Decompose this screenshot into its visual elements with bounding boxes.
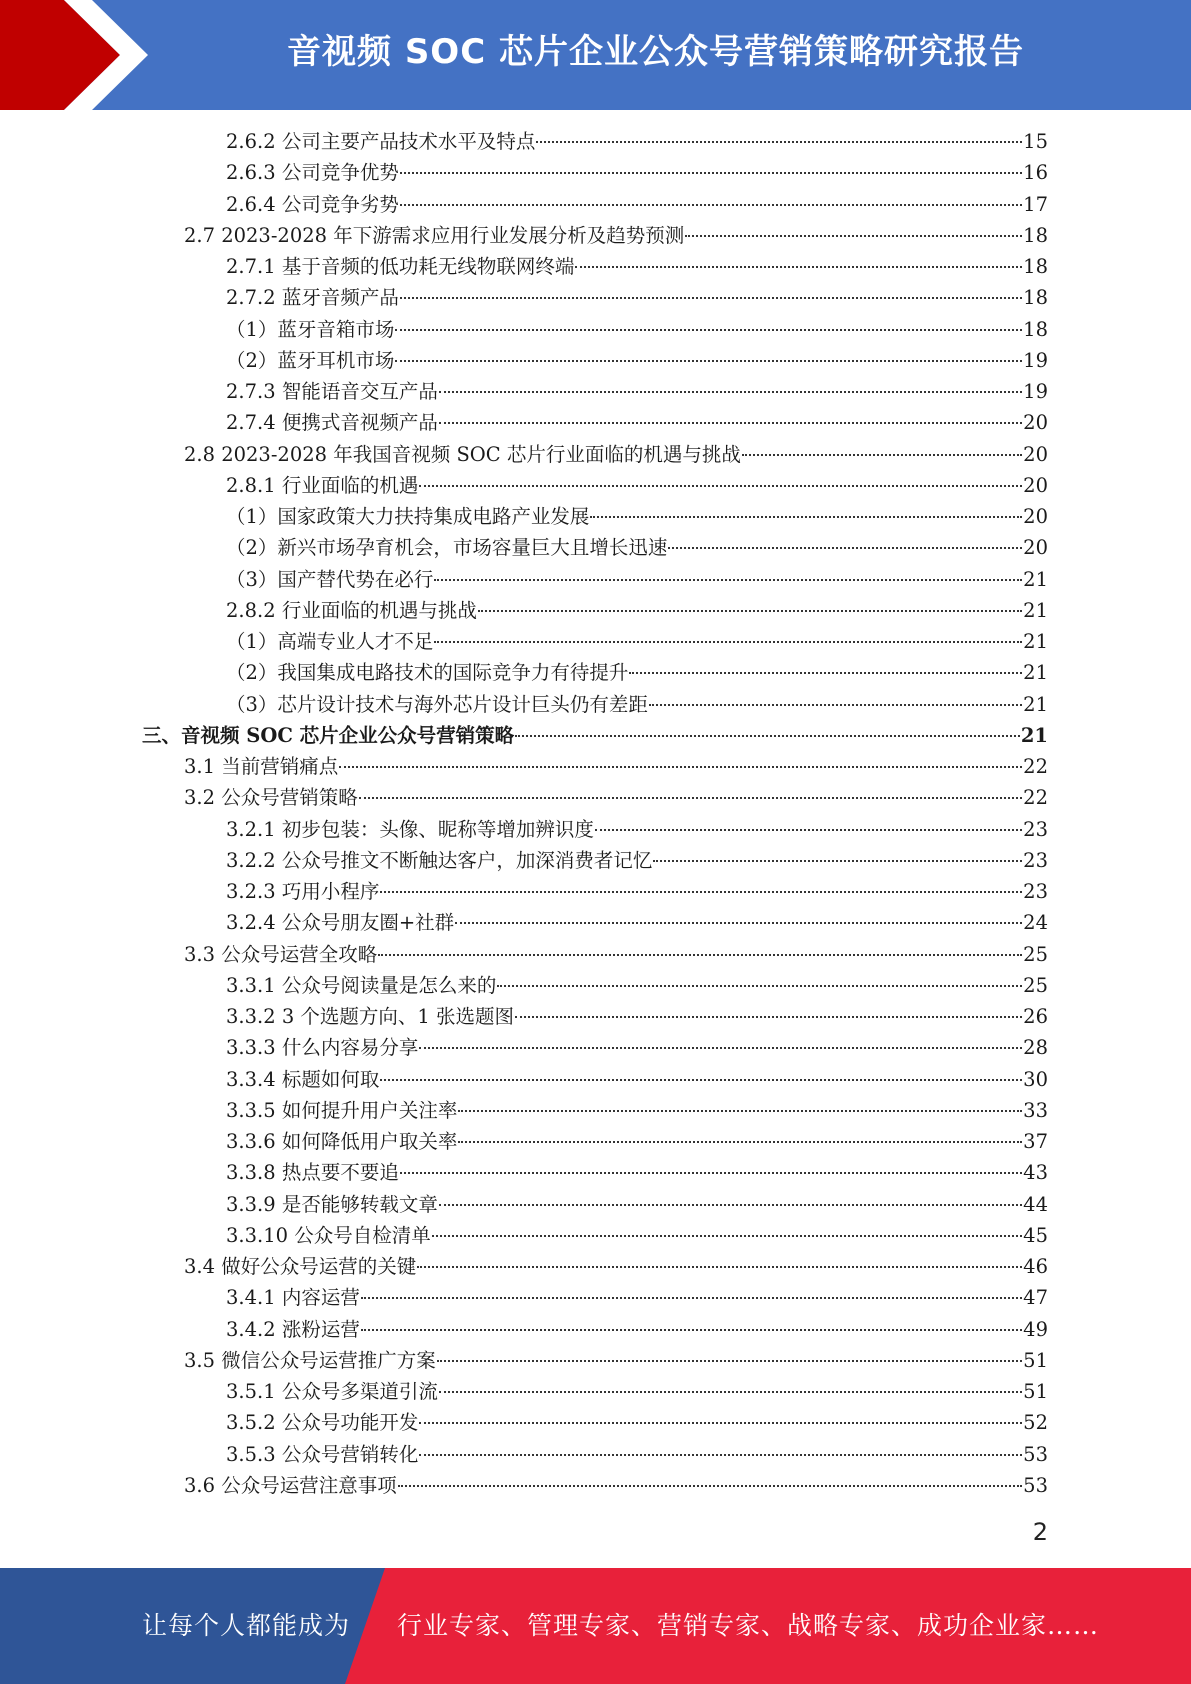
toc-entry-page: 49: [1023, 1317, 1048, 1341]
toc-entry-title: （2）新兴市场孕育机会，市场容量巨大且增长迅速: [226, 536, 668, 560]
toc-entry[interactable]: [226, 1439, 1048, 1470]
toc-entry-title: 3.4 做好公众号运营的关键: [184, 1255, 417, 1278]
toc-entry-title: 3.3.3 什么内容易分享: [226, 1036, 419, 1060]
toc-entry-title: 3.2.3 巧用小程序: [226, 880, 380, 903]
toc-entry-page: 22: [1023, 755, 1048, 778]
page-header: [0, 0, 1191, 110]
toc-entry-title: （2）我国集成电路技术的国际竞争力有待提升: [226, 661, 629, 685]
toc-entry-page: 24: [1023, 911, 1048, 935]
toc-entry-page: 21: [1023, 567, 1048, 591]
toc-entry-page: 18: [1023, 223, 1048, 247]
toc-entry[interactable]: [226, 532, 1048, 563]
toc-entry-page: 20: [1023, 442, 1048, 466]
toc-entry[interactable]: [226, 345, 1048, 376]
toc-entry-title: 2.6.3 公司竞争优势: [226, 161, 399, 185]
toc-entry-title: 3.3.1 公众号阅读量是怎么来的: [226, 973, 497, 997]
toc-entry-title: 3.3.6 如何降低用户取关率: [226, 1130, 458, 1153]
toc-entry-page: 23: [1023, 848, 1048, 872]
toc-dot-leader: [400, 172, 1022, 174]
toc-dot-leader: [668, 547, 1022, 549]
toc-entry-title: 3.1 当前营销痛点: [184, 755, 339, 778]
page-footer: [0, 1568, 1191, 1684]
toc-entry[interactable]: [226, 626, 1048, 657]
toc-entry[interactable]: [226, 845, 1048, 876]
toc-entry[interactable]: [226, 1376, 1048, 1407]
toc-entry[interactable]: [226, 189, 1048, 220]
toc-entry-page: 19: [1023, 348, 1048, 372]
toc-entry[interactable]: [226, 1095, 1048, 1126]
toc-entry-page: 53: [1023, 1473, 1048, 1497]
toc-entry[interactable]: [226, 657, 1048, 688]
toc-entry-page: 28: [1023, 1036, 1048, 1060]
toc-dot-leader: [439, 1204, 1022, 1206]
toc-entry-page: 47: [1023, 1286, 1048, 1310]
toc-entry[interactable]: [226, 1157, 1048, 1188]
toc-entry[interactable]: [184, 1345, 1048, 1376]
toc-entry-page: 15: [1023, 130, 1048, 153]
toc-entry[interactable]: [226, 1407, 1048, 1438]
toc-entry-title: 3.3.5 如何提升用户关注率: [226, 1098, 458, 1122]
toc-entry-page: 18: [1023, 255, 1048, 278]
toc-entry-page: 23: [1023, 880, 1048, 903]
toc-dot-leader: [455, 922, 1022, 924]
toc-entry[interactable]: [184, 439, 1048, 470]
toc-dot-leader: [380, 891, 1022, 893]
toc-entry[interactable]: [184, 782, 1048, 813]
toc-dot-leader: [437, 1360, 1022, 1362]
toc-entry[interactable]: [226, 564, 1048, 595]
toc-entry-title: 2.8 2023-2028 年我国音视频 SOC 芯片行业面临的机遇与挑战: [184, 442, 741, 466]
toc-dot-leader: [419, 1454, 1022, 1456]
toc-dot-leader: [742, 454, 1022, 456]
toc-entry[interactable]: [226, 595, 1048, 626]
toc-entry-page: 23: [1023, 817, 1048, 841]
toc-entry-title: 3.3.10 公众号自检清单: [226, 1223, 431, 1247]
toc-dot-leader: [590, 516, 1022, 518]
toc-dot-leader: [649, 704, 1022, 706]
toc-entry-title: 3.6 公众号运营注意事项: [184, 1473, 397, 1497]
toc-dot-leader: [419, 1047, 1022, 1049]
toc-dot-leader: [575, 266, 1022, 268]
toc-dot-leader: [595, 829, 1022, 831]
toc-entry[interactable]: [226, 157, 1048, 188]
toc-entry[interactable]: [226, 1189, 1048, 1220]
toc-entry[interactable]: [226, 689, 1048, 720]
toc-entry-page: 51: [1023, 1348, 1048, 1372]
toc-dot-leader: [458, 1141, 1022, 1143]
toc-entry-title: 3.3 公众号运营全攻略: [184, 942, 378, 966]
toc-dot-leader: [400, 204, 1022, 206]
toc-entry-title: 3.2.1 初步包装：头像、昵称等增加辨识度: [226, 817, 594, 841]
toc-entry[interactable]: [226, 1032, 1048, 1063]
footer-slogan-left: 让每个人都能成为: [142, 1611, 351, 1640]
toc-entry-page: 19: [1023, 380, 1048, 403]
toc-dot-leader: [439, 422, 1022, 424]
toc-entry-page: 26: [1023, 1005, 1048, 1028]
toc-entry-page: 25: [1023, 973, 1048, 997]
toc-dot-leader: [685, 235, 1022, 237]
toc-entry[interactable]: [184, 939, 1048, 970]
toc-dot-leader: [378, 954, 1022, 956]
toc-entry[interactable]: [226, 376, 1048, 407]
toc-entry-page: 44: [1023, 1192, 1048, 1216]
toc-dot-leader: [439, 391, 1022, 393]
toc-entry-page: 52: [1023, 1411, 1048, 1435]
toc-entry-title: 3.5.3 公众号营销转化: [226, 1442, 419, 1466]
toc-entry-title: 3.3.2 3 个选题方向、1 张选题图: [226, 1005, 515, 1028]
toc-entry-title: 2.7.3 智能语音交互产品: [226, 380, 438, 403]
toc-entry-page: 20: [1023, 411, 1048, 435]
toc-dot-leader: [515, 735, 1020, 737]
toc-entry-page: 43: [1023, 1161, 1048, 1185]
toc-entry[interactable]: [184, 751, 1048, 782]
toc-entry[interactable]: [226, 1064, 1048, 1095]
toc-entry-page: 21: [1020, 723, 1048, 747]
toc-entry-page: 51: [1023, 1380, 1048, 1403]
toc-entry-page: 17: [1023, 192, 1048, 216]
toc-entry-title: 2.6.4 公司竞争劣势: [226, 192, 399, 216]
toc-entry-page: 16: [1023, 161, 1048, 185]
toc-entry-page: 20: [1023, 536, 1048, 560]
toc-entry-page: 21: [1023, 661, 1048, 685]
toc-entry-page: 33: [1023, 1098, 1048, 1122]
toc-entry[interactable]: [226, 970, 1048, 1001]
toc-entry[interactable]: [184, 1470, 1048, 1501]
toc-entry-title: 3.3.9 是否能够转载文章: [226, 1192, 438, 1216]
toc-entry-page: 25: [1023, 942, 1048, 966]
toc-entry-title: （1）高端专业人才不足: [226, 630, 434, 653]
toc-dot-leader: [395, 329, 1022, 331]
toc-dot-leader: [400, 1172, 1022, 1174]
toc-entry[interactable]: [226, 407, 1048, 438]
toc-entry-title: 2.7.4 便携式音视频产品: [226, 411, 438, 435]
footer-slogan-right: 行业专家、管理专家、营销专家、战略专家、成功企业家……: [397, 1611, 1100, 1640]
toc-entry[interactable]: [184, 220, 1048, 251]
toc-entry-page: 45: [1023, 1223, 1048, 1247]
toc-entry-title: 3.4.2 涨粉运营: [226, 1317, 360, 1341]
toc-entry-title: 3.5.1 公众号多渠道引流: [226, 1380, 438, 1403]
toc-dot-leader: [339, 766, 1022, 768]
toc-entry-title: 3.2.2 公众号推文不断触达客户，加深消费者记忆: [226, 848, 653, 872]
toc-entry[interactable]: [226, 1220, 1048, 1251]
toc-entry-page: 30: [1023, 1067, 1048, 1091]
toc-dot-leader: [497, 985, 1022, 987]
toc-dot-leader: [629, 672, 1022, 674]
toc-entry-page: 20: [1023, 505, 1048, 528]
toc-dot-leader: [434, 641, 1022, 643]
toc-dot-leader: [515, 1016, 1022, 1018]
toc-dot-leader: [361, 1329, 1022, 1331]
toc-entry-title: （3）芯片设计技术与海外芯片设计巨头仍有差距: [226, 692, 648, 716]
toc-entry-title: 2.7.2 蓝牙音频产品: [226, 286, 399, 310]
toc-dot-leader: [478, 610, 1022, 612]
toc-entry[interactable]: [226, 282, 1048, 313]
toc-dot-leader: [536, 141, 1022, 143]
toc-entry[interactable]: [226, 126, 1048, 157]
toc-dot-leader: [400, 297, 1022, 299]
toc-entry-title: 2.6.2 公司主要产品技术水平及特点: [226, 130, 536, 153]
toc-entry-title: （2）蓝牙耳机市场: [226, 348, 395, 372]
toc-entry-title: 3.3.8 热点要不要追: [226, 1161, 399, 1185]
toc-dot-leader: [419, 485, 1022, 487]
toc-entry-title: （3）国产替代势在必行: [226, 567, 434, 591]
toc-entry-page: 18: [1023, 286, 1048, 310]
toc-dot-leader: [361, 1297, 1022, 1299]
toc-entry-page: 21: [1023, 598, 1048, 622]
toc-entry-title: 2.7 2023-2028 年下游需求应用行业发展分析及趋势预测: [184, 223, 685, 247]
toc-dot-leader: [458, 1110, 1022, 1112]
toc-entry[interactable]: [226, 1126, 1048, 1157]
toc-entry[interactable]: [226, 314, 1048, 345]
toc-entry-title: 3.5.2 公众号功能开发: [226, 1411, 419, 1435]
toc-entry[interactable]: [184, 1251, 1048, 1282]
toc-entry-page: 53: [1023, 1442, 1048, 1466]
toc-entry-title: 3.5 微信公众号运营推广方案: [184, 1348, 436, 1372]
toc-dot-leader: [434, 579, 1022, 581]
toc-entry-title: 2.8.2 行业面临的机遇与挑战: [226, 598, 477, 622]
toc-dot-leader: [417, 1266, 1022, 1268]
toc-dot-leader: [653, 860, 1022, 862]
toc-dot-leader: [439, 1391, 1022, 1393]
toc-entry-title: 3.4.1 内容运营: [226, 1286, 360, 1310]
toc-entry[interactable]: [226, 1314, 1048, 1345]
toc-dot-leader: [395, 360, 1022, 362]
toc-entry-title: 3.2.4 公众号朋友圈+社群: [226, 911, 455, 935]
toc-entry-title: 三、音视频 SOC 芯片企业公众号营销策略: [142, 723, 515, 747]
toc-entry-title: 3.2 公众号营销策略: [184, 786, 358, 810]
toc-dot-leader: [398, 1485, 1022, 1487]
toc-entry-page: 18: [1023, 317, 1048, 341]
toc-entry-title: 2.8.1 行业面临的机遇: [226, 473, 419, 497]
toc-entry[interactable]: [226, 1001, 1048, 1032]
toc-entry[interactable]: [226, 470, 1048, 501]
document-title: 音视频 SOC 芯片企业公众号营销策略研究报告: [286, 32, 1024, 72]
toc-entry[interactable]: [226, 251, 1048, 282]
toc-entry[interactable]: [226, 501, 1048, 532]
toc-dot-leader: [380, 1079, 1022, 1081]
toc-entry[interactable]: [226, 876, 1048, 907]
toc-dot-leader: [359, 797, 1022, 799]
toc-entry[interactable]: [142, 720, 1048, 751]
toc-entry-title: （1）国家政策大力扶持集成电路产业发展: [226, 505, 590, 528]
toc-entry-page: 21: [1023, 692, 1048, 716]
toc-entry[interactable]: [226, 907, 1048, 938]
toc-dot-leader: [419, 1422, 1022, 1424]
toc-entry-page: 22: [1023, 786, 1048, 810]
toc-entry-page: 37: [1023, 1130, 1048, 1153]
toc-entry-page: 21: [1023, 630, 1048, 653]
toc-entry-title: （1）蓝牙音箱市场: [226, 317, 395, 341]
toc-entry-page: 20: [1023, 473, 1048, 497]
toc-entry-page: 46: [1023, 1255, 1048, 1278]
page-number: 2: [1032, 1518, 1048, 1546]
toc-entry[interactable]: [226, 1282, 1048, 1313]
toc-entry-title: 2.7.1 基于音频的低功耗无线物联网终端: [226, 255, 575, 278]
toc-entry-title: 3.3.4 标题如何取: [226, 1067, 380, 1091]
toc-dot-leader: [432, 1235, 1022, 1237]
toc-entry[interactable]: [226, 814, 1048, 845]
